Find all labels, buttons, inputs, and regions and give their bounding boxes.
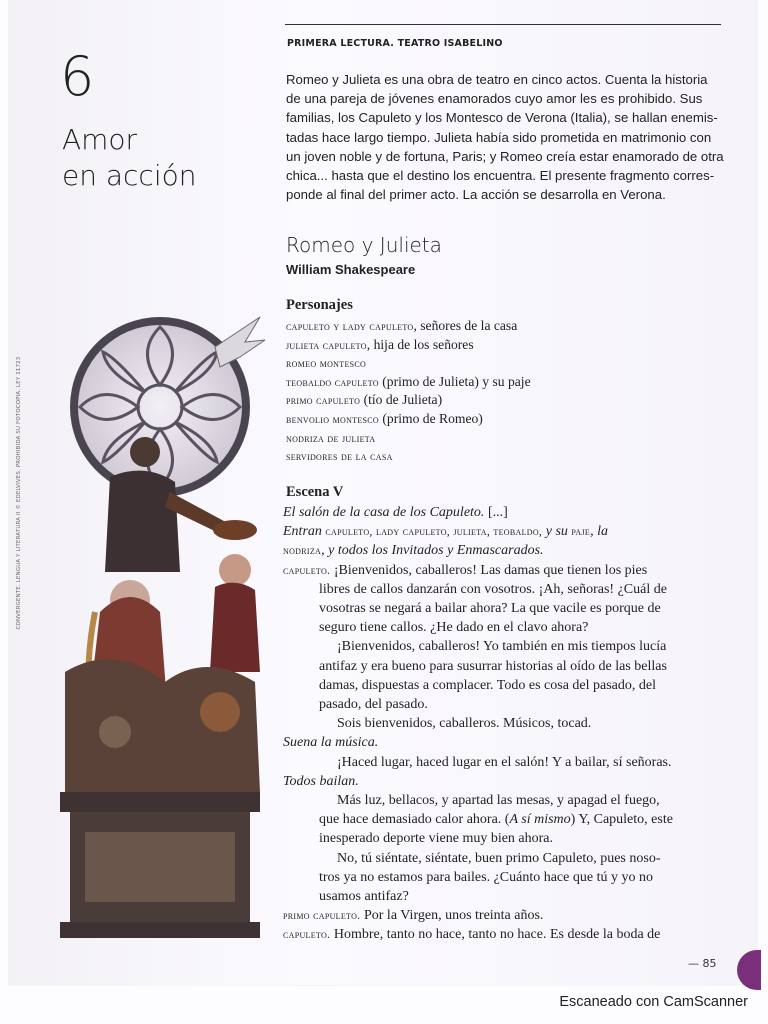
dialogue-line: seguro tiene callos. ¿He dado en el clavo ahora? <box>319 620 589 636</box>
copyright-credit: CONVERGENTE. LENGUA Y LITERATURA II © EDELVIVES. PROHIBIDA SU FOTOCOPIA. LEY 11723 <box>16 356 22 630</box>
speaker-name: capuleto. <box>283 927 331 942</box>
chapter-title <box>62 122 262 194</box>
character-item: julieta capuleto, hija de los señores <box>286 336 474 352</box>
top-rule <box>285 24 721 25</box>
speaker-name: primo capuleto. <box>283 908 361 923</box>
work-title: Romeo y Julieta <box>286 233 442 257</box>
dialogue-line: capuleto. Hombre, tanto no hace, tanto no hace. Es desde la boda de <box>283 927 661 943</box>
intro-line: Romeo y Julieta es una obra de teatro en cinco actos. Cuenta la historia <box>286 72 708 87</box>
character-item: benvolio montesco (primo de Romeo) <box>286 410 483 426</box>
scanner-watermark: Escaneado con CamScanner <box>559 994 748 1010</box>
character-item: nodriza de julieta <box>286 430 376 445</box>
dialogue-line: pasado, del pasado. <box>319 697 428 713</box>
scene-heading: Escena V <box>286 484 344 500</box>
page-number: — 85 <box>688 957 717 970</box>
character-item: servidores de la casa <box>286 449 393 464</box>
dialogue-line: libres de callos danzarán con vosotros. ¡Ah, señoras! ¿Cuál de <box>319 581 667 597</box>
dialogue-line: ¡Bienvenidos, caballeros! Yo también en mis tiempos lucía <box>337 639 667 655</box>
work-author: William Shakespeare <box>286 262 416 277</box>
intro-line: familias, los Capuleto y los Montesco de Verona (Italia), se hallan enemis- <box>286 110 718 126</box>
dialogue-line: Sois bienvenidos, caballeros. Músicos, tocad. <box>337 716 592 732</box>
character-item: teobaldo capuleto (primo de Julieta) y su paje <box>286 373 531 389</box>
romeo-figure <box>210 554 260 672</box>
dialogue-line: ¡Haced lugar, haced lugar en el salón! Y a bailar, sí señoras. <box>337 754 672 770</box>
stage-direction: Suena la música. <box>283 735 379 751</box>
intro-line: ponde al final del primer acto. La acción se desarrolla en Verona. <box>286 187 666 203</box>
pedestal <box>60 792 260 938</box>
dialogue-line: primo capuleto. Por la Virgen, unos treinta años. <box>283 908 544 924</box>
stage-direction: Entran capuleto, lady capuleto, julieta, teobaldo, y su paje, la <box>283 524 608 540</box>
play-text <box>283 503 723 945</box>
dialogue-line: vosotras se negará a bailar ahora? La que vacile es porque de <box>319 601 661 617</box>
intro-line: chica... hasta que el destino los encuentra. El presente fragmento corres- <box>286 168 715 184</box>
romeo-juliet-illustration <box>55 312 270 940</box>
dialogue-line: que hace demasiado calor ahora. (A sí mismo) Y, Capuleto, este <box>319 812 673 828</box>
intro-line: de una pareja de jóvenes enamorados cuyo amor les es prohibido. Sus <box>286 91 703 107</box>
dialogue-line: capuleto. ¡Bienvenidos, caballeros! Las damas que tienen los pies <box>283 562 648 578</box>
dialogue-line: usamos antifaz? <box>319 889 409 905</box>
stage-direction: Todos bailan. <box>283 773 359 789</box>
dialogue-line: Más luz, bellacos, y apartad las mesas, y apagad el fuego, <box>337 793 660 809</box>
intro-line: un joven noble y de fortuna, Paris; y Romeo creía estar enamorado de otra <box>286 148 724 164</box>
intro-paragraph <box>286 70 722 204</box>
chapter-number: 6 <box>60 45 95 108</box>
chapter-title-line: Amor <box>62 123 138 156</box>
dialogue-line: inesperado deporte viene muy bien ahora. <box>319 831 554 847</box>
characters-list <box>286 317 716 466</box>
intro-line: tadas hace largo tiempo. Julieta había sido prometida en matrimonio con <box>286 129 712 145</box>
stage-direction: El salón de la casa de los Capuleto. [...] <box>283 505 508 520</box>
character-item: capuleto y lady capuleto, señores de la casa <box>286 318 518 333</box>
stage-direction: nodriza, y todos los Invitados y Enmascarados. <box>283 543 544 559</box>
character-item: romeo montesco <box>286 356 367 371</box>
character-item: primo capuleto (tío de Julieta) <box>286 392 443 408</box>
section-label: PRIMERA LECTURA. TEATRO ISABELINO <box>287 38 503 49</box>
dialogue-line: tros ya no estamos para bailes. ¿Cuánto hace que tú y yo no <box>319 869 653 885</box>
dove-shape <box>215 317 265 367</box>
characters-heading: Personajes <box>286 297 353 313</box>
dialogue-line: damas, dispuestas a complacer. Todo es cosa del pasado, del <box>319 677 656 693</box>
dialogue-line: No, tú siéntate, siéntate, buen primo Capuleto, pues noso- <box>337 850 661 866</box>
chapter-title-line: en acción <box>62 159 197 192</box>
dialogue-line: antifaz y era bueno para susurrar historias al oído de las bellas <box>319 658 667 674</box>
speaker-name: capuleto. <box>283 562 331 577</box>
